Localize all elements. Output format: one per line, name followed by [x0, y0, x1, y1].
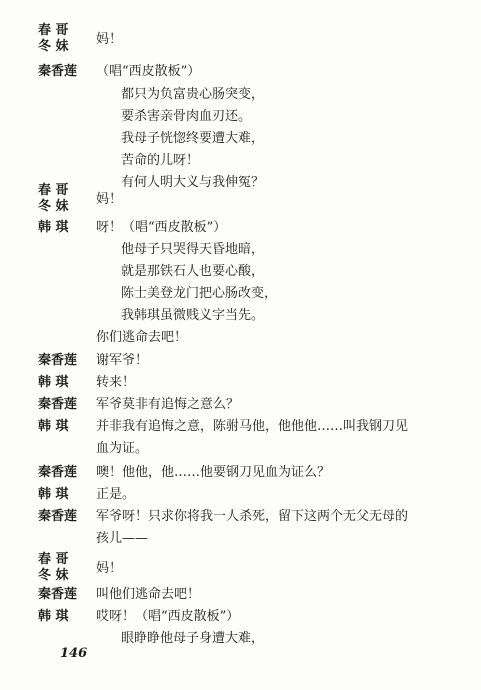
verse-line: 要杀害亲骨肉血刃还。 — [121, 109, 252, 124]
dialogue-line: 血为证。 — [96, 441, 149, 456]
speaker-label: 秦香莲 — [38, 465, 78, 480]
dialogue-line: 谢军爷！ — [96, 353, 149, 368]
speaker-label: 韩 琪 — [38, 375, 69, 390]
dialogue-line: 转来！ — [96, 375, 136, 390]
speaker-label: 冬 妹 — [38, 39, 69, 54]
dialogue-line: 孩儿—— — [96, 531, 149, 546]
dialogue-line: 你们逃命去吧！ — [96, 330, 188, 345]
speaker-label: 冬 妹 — [38, 568, 69, 583]
dialogue-line: 妈！ — [96, 561, 123, 576]
dialogue-line: 并非我有追悔之意，陈驸马他，他他他……叫我钢刀见 — [96, 419, 409, 434]
dialogue-line: 妈！ — [96, 32, 123, 47]
speaker-label: 春 哥 — [38, 183, 69, 198]
verse-line: 有何人明大义与我伸冤？ — [121, 175, 265, 190]
verse-line: 就是那铁石人也要心酸， — [121, 264, 265, 279]
verse-line: 苦命的儿呀！ — [121, 153, 200, 168]
verse-line: 眼睁睁他母子身遭大难， — [121, 631, 265, 646]
verse-line: 我母子恍惚终要遭大难， — [121, 131, 265, 146]
dialogue-line: 军爷呀！只求你将我一人杀死，留下这两个无父无母的 — [96, 509, 409, 524]
dialogue-line: 妈！ — [96, 192, 123, 207]
speaker-label: 秦香莲 — [38, 509, 78, 524]
stage-direction: 呀！（唱“西皮散板”） — [96, 220, 227, 235]
speaker-label: 春 哥 — [38, 552, 69, 567]
speaker-label: 秦香莲 — [38, 587, 78, 602]
verse-line: 都只为负富贵心肠突变， — [121, 87, 265, 102]
speaker-label: 韩 琪 — [38, 487, 69, 502]
dialogue-line: 噢！他他，他……他要钢刀见血为证么？ — [96, 465, 331, 480]
speaker-label: 韩 琪 — [38, 609, 69, 624]
verse-line: 他母子只哭得天昏地暗， — [121, 242, 265, 257]
speaker-label: 韩 琪 — [38, 220, 69, 235]
stage-direction: （唱“西皮散板”） — [96, 64, 201, 79]
speaker-label: 秦香莲 — [38, 64, 78, 79]
verse-line: 陈士美登龙门把心肠改变， — [121, 286, 278, 301]
dialogue-line: 叫他们逃命去吧！ — [96, 587, 201, 602]
stage-direction: 哎呀！（唱“西皮散板”） — [96, 609, 240, 624]
page-number: 146 — [60, 646, 88, 661]
verse-line: 我韩琪虽微贱义字当先。 — [121, 308, 265, 323]
speaker-label: 秦香莲 — [38, 353, 78, 368]
speaker-label: 韩 琪 — [38, 419, 69, 434]
speaker-label: 秦香莲 — [38, 397, 78, 412]
dialogue-line: 军爷莫非有追悔之意么？ — [96, 397, 240, 412]
speaker-label: 春 哥 — [38, 23, 69, 38]
dialogue-line: 正是。 — [96, 487, 136, 502]
speaker-label: 冬 妹 — [38, 199, 69, 214]
